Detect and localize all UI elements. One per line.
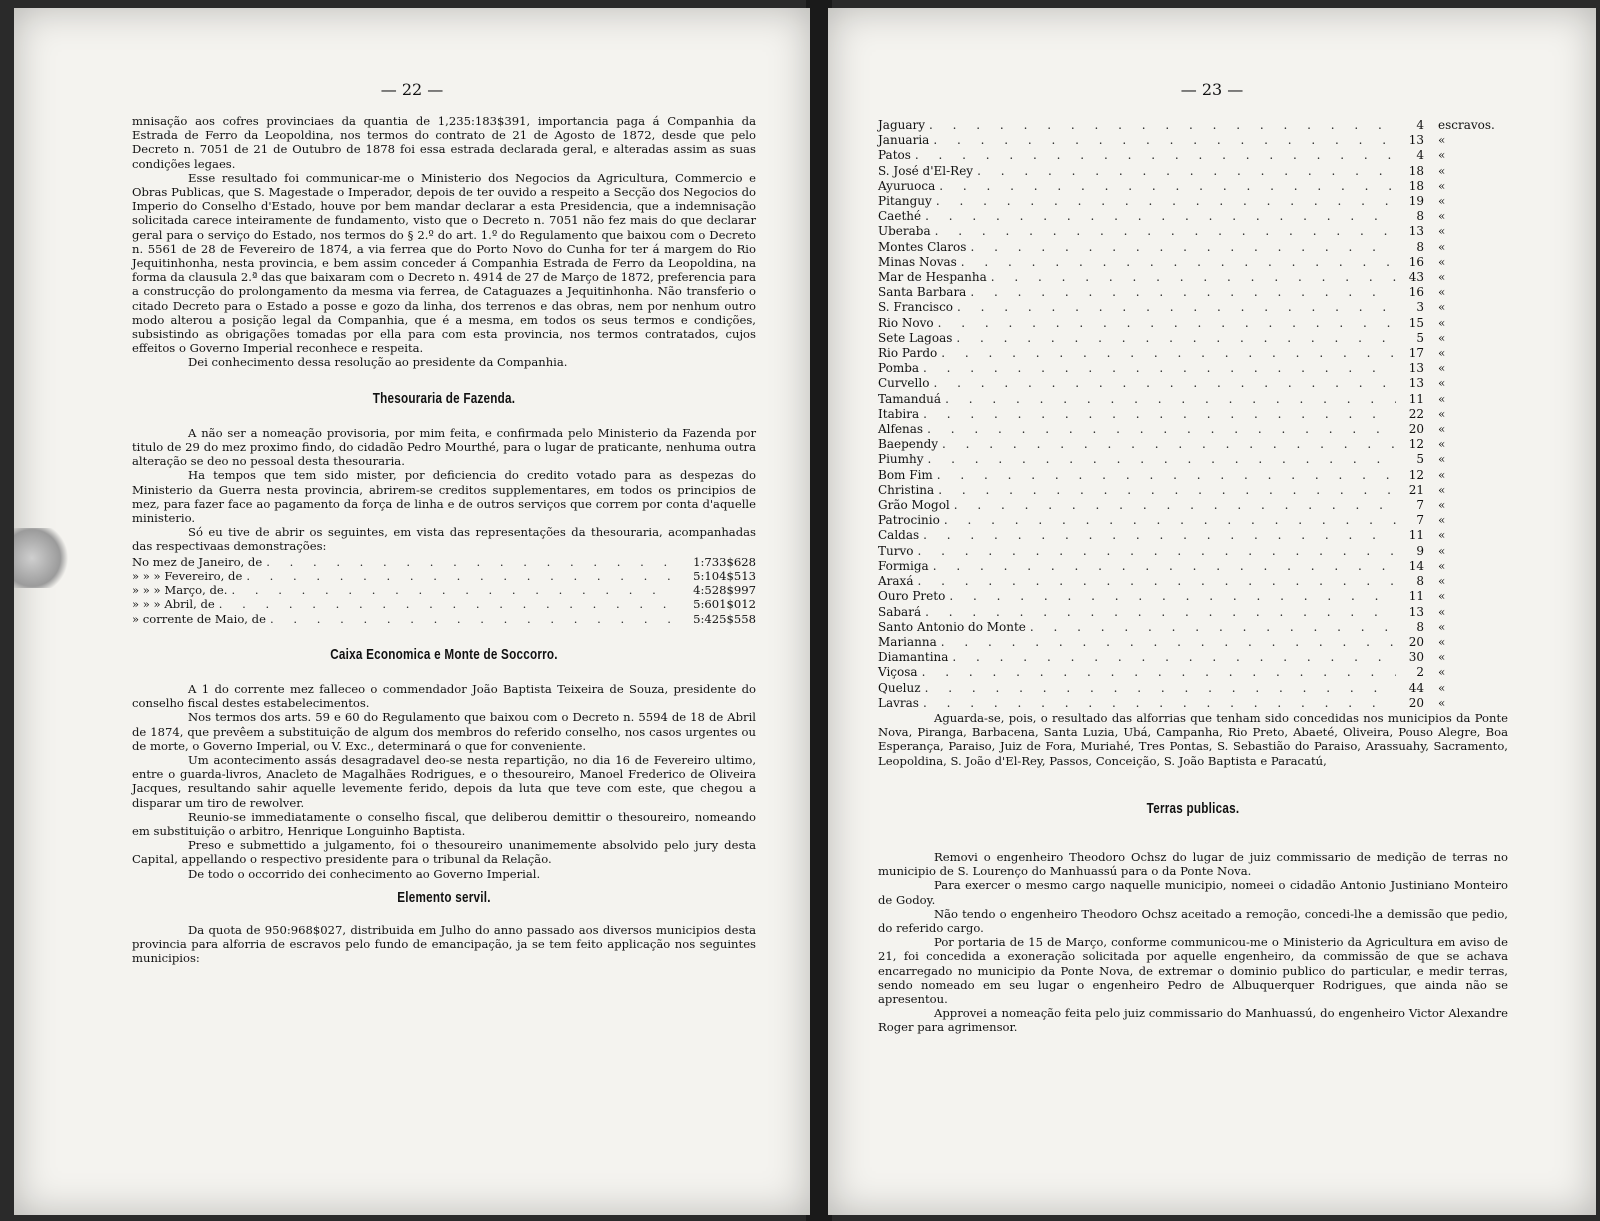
leader-dots xyxy=(929,118,1396,133)
municipio-name: Uberaba xyxy=(878,224,931,239)
leader-dots xyxy=(944,513,1396,528)
municipio-name: Viçosa xyxy=(878,665,918,680)
municipio-unit: « xyxy=(1438,239,1446,254)
leader-dots xyxy=(938,483,1396,498)
paragraph: Reunio-se immediatamente o conselho fiscal, que deliberou demittir o thesoureiro, nomeando em substituição o arbitro, Henrique Longuinho Baptista. xyxy=(132,809,756,838)
municipio-row xyxy=(878,224,1508,239)
credit-row xyxy=(132,597,756,611)
municipio-count: 13 xyxy=(1408,361,1424,376)
municipio-unit: « xyxy=(1438,528,1446,543)
municipio-unit: « xyxy=(1438,300,1446,315)
municipio-count: 18 xyxy=(1408,178,1424,193)
credit-value: 4:528$997 xyxy=(693,583,756,598)
paragraph: Aguarda-se, pois, o resultado das alforrias que tenham sido concedidas nos municipios da Ponte Nova, Piranga, Barbacena, Santa Luzia, Ubá, Campanha, Rio Preto, Abaeté, Oliveira, Pouso Alegre, Boa Esperança, Paraiso, Juiz de Fora, Muriahé, Tres Pontas, S. Sebastião do Paraiso, Arassuahy, Sacramento, Leopoldina, S. João d'El-Rey, Passos, Conceição, S. João Baptista e Paracatú, xyxy=(878,710,1508,768)
municipio-name: Turvo xyxy=(878,543,914,558)
leader-dots xyxy=(954,498,1396,513)
municipio-unit: « xyxy=(1438,163,1446,178)
section-heading: Terras publicas. xyxy=(1146,799,1240,817)
municipio-count: 4 xyxy=(1416,148,1424,163)
municipio-count: 11 xyxy=(1408,391,1424,406)
municipio-count: 13 xyxy=(1408,224,1424,239)
credit-row xyxy=(132,555,756,569)
municipio-row xyxy=(878,528,1508,543)
municipio-name: Mar de Hespanha xyxy=(878,270,987,285)
municipio-row xyxy=(878,392,1508,407)
municipio-row xyxy=(878,635,1508,650)
municipio-row xyxy=(878,483,1508,498)
municipio-name: Curvello xyxy=(878,376,930,391)
leader-dots xyxy=(935,224,1396,239)
municipio-row xyxy=(878,316,1508,331)
municipio-unit: « xyxy=(1438,254,1446,269)
leader-dots xyxy=(1030,620,1396,635)
municipio-name: Sete Lagoas xyxy=(878,330,953,345)
municipio-name: Tamanduá xyxy=(878,391,942,406)
leader-dots xyxy=(945,392,1396,407)
municipio-row xyxy=(878,148,1508,163)
municipio-count: 43 xyxy=(1408,270,1424,285)
municipio-count: 22 xyxy=(1408,406,1424,421)
leader-dots xyxy=(270,612,672,626)
leader-dots xyxy=(933,559,1396,574)
municipio-row xyxy=(878,194,1508,209)
leader-dots xyxy=(925,605,1396,620)
municipio-name: Baependy xyxy=(878,437,939,452)
leader-dots xyxy=(927,422,1396,437)
municipio-count: 17 xyxy=(1408,346,1424,361)
paragraph: Não tendo o engenheiro Theodoro Ochsz aceitado a remoção, concedi-lhe a demissão que pedio, do referido cargo. xyxy=(878,906,1508,935)
municipio-unit: « xyxy=(1438,574,1446,589)
municipio-name: Bom Fim xyxy=(878,467,933,482)
municipio-unit: « xyxy=(1438,437,1446,452)
municipio-unit: « xyxy=(1438,346,1446,361)
municipio-count: 20 xyxy=(1408,695,1424,710)
municipio-row xyxy=(878,574,1508,589)
municipio-count: 2 xyxy=(1416,665,1424,680)
leader-dots xyxy=(956,331,1396,346)
municipio-name: Piumhy xyxy=(878,452,924,467)
leader-dots xyxy=(941,346,1396,361)
municipio-name: Queluz xyxy=(878,680,921,695)
municipio-count: 8 xyxy=(1416,209,1424,224)
municipio-unit: « xyxy=(1438,650,1446,665)
municipio-row xyxy=(878,468,1508,483)
municipio-row xyxy=(878,650,1508,665)
municipio-row xyxy=(878,452,1508,467)
municipio-count: 7 xyxy=(1416,513,1424,528)
credits-list xyxy=(132,555,756,626)
municipio-unit: « xyxy=(1438,558,1446,573)
municipio-count: 7 xyxy=(1416,498,1424,513)
municipio-name: Santo Antonio do Monte xyxy=(878,619,1026,634)
municipio-unit: « xyxy=(1438,330,1446,345)
municipio-unit: « xyxy=(1438,209,1446,224)
leader-dots xyxy=(961,255,1396,270)
paragraph: Approvei a nomeação feita pelo juiz commissario do Manhuassú, do engenheiro Victor Alexandre Roger para agrimensor. xyxy=(878,1006,1508,1035)
municipio-count: 21 xyxy=(1408,482,1424,497)
leader-dots xyxy=(928,452,1396,467)
municipio-count: 14 xyxy=(1408,558,1424,573)
municipio-name: Lavras xyxy=(878,695,919,710)
paragraph: De todo o occorrido dei conhecimento ao Governo Imperial. xyxy=(188,866,541,881)
section-heading: Elemento servil. xyxy=(397,888,491,906)
municipio-unit: « xyxy=(1438,285,1446,300)
credit-label: » » » Março, de. xyxy=(132,583,228,598)
municipio-count: 19 xyxy=(1408,194,1424,209)
municipio-name: Alfenas xyxy=(878,422,924,437)
municipio-name: Itabira xyxy=(878,406,920,421)
municipio-name: S. Francisco xyxy=(878,300,954,315)
municipio-unit: « xyxy=(1438,665,1446,680)
credit-value: 5:601$012 xyxy=(693,597,756,612)
municipio-count: 12 xyxy=(1408,467,1424,482)
municipio-name: Jaguary xyxy=(878,118,926,132)
left-text-column xyxy=(132,114,756,966)
leader-dots xyxy=(949,589,1396,604)
municipio-row xyxy=(878,270,1508,285)
municipio-row xyxy=(878,681,1508,696)
municipio-name: Minas Novas xyxy=(878,254,957,269)
page-number: — 23 — xyxy=(1180,80,1244,99)
municipio-count: 5 xyxy=(1416,330,1424,345)
municipios-list xyxy=(878,118,1508,711)
right-text-column xyxy=(878,118,1508,1035)
leader-dots xyxy=(923,407,1396,422)
municipio-name: Montes Claros xyxy=(878,239,967,254)
municipio-row xyxy=(878,407,1508,422)
municipio-row xyxy=(878,696,1508,711)
credit-row xyxy=(132,612,756,626)
municipio-count: 8 xyxy=(1416,619,1424,634)
municipio-row xyxy=(878,376,1508,391)
municipio-name: Ayuruoca xyxy=(878,178,936,193)
municipio-count: 11 xyxy=(1408,589,1424,604)
municipio-unit: « xyxy=(1438,224,1446,239)
leader-dots xyxy=(917,574,1396,589)
municipio-unit: « xyxy=(1438,361,1446,376)
municipio-name: Patos xyxy=(878,148,911,163)
municipio-count: 15 xyxy=(1408,315,1424,330)
right-page xyxy=(828,8,1596,1215)
section-heading: Caixa Economica e Monte de Soccorro. xyxy=(330,645,558,663)
municipio-row xyxy=(878,437,1508,452)
municipio-unit: « xyxy=(1438,619,1446,634)
municipio-name: Sabará xyxy=(878,604,922,619)
municipio-unit: « xyxy=(1438,133,1446,148)
credit-label: No mez de Janeiro, de xyxy=(132,554,263,569)
paragraph: mnisação aos cofres provinciaes da quantia de 1,235:183$391, importancia paga á Companhia da Estrada de Ferro da Leopoldina, nos termos do contrato de 21 de Agosto de 1872, desde que pelo Decreto n. 7051 de 21 de Outubro de 1878 foi essa estrada declarada geral, e alteradas assim as suas condições legaes. xyxy=(132,114,756,171)
municipio-row xyxy=(878,133,1508,148)
municipio-row xyxy=(878,164,1508,179)
leader-dots xyxy=(970,240,1396,255)
leader-dots xyxy=(266,555,672,569)
municipio-row xyxy=(878,285,1508,300)
leader-dots xyxy=(941,635,1396,650)
municipio-row xyxy=(878,559,1508,574)
paragraph: Um acontecimento assás desagradavel deo-se nesta repartição, no dia 16 de Fevereiro ultimo, entre o guarda-livros, Anacleto de Magalhães Rodrigues, e o thesoureiro, Manoel Frederico de Oliveira Jacques, resultando sahir aquelle levemente ferido, depois da luta que teve com este, que chegou a disparar um tiro de rewolver. xyxy=(132,752,756,810)
leader-dots xyxy=(923,361,1396,376)
credit-row xyxy=(132,583,756,597)
paragraph: Da quota de 950:968$027, distribuida em Julho do anno passado aos diversos municipios desta provincia para alforria de escravos pelo fundo de emancipação, ja se tem feito applicação nos seguintes municipios: xyxy=(132,922,756,966)
paragraph: Nos termos dos arts. 59 e 60 do Regulamento que baixou com o Decreto n. 5594 de 18 de Abril de 1874, que prevêem a substituição de algum dos membros do referido conselho, nos casos urgentes ou de morte, o Governo Imperial, ou V. Exc., determinará o que for conveniente. xyxy=(132,710,756,753)
municipio-name: Marianna xyxy=(878,634,937,649)
municipio-unit: « xyxy=(1438,604,1446,619)
municipio-count: 11 xyxy=(1408,528,1424,543)
municipio-row xyxy=(878,209,1508,224)
municipio-row xyxy=(878,255,1508,270)
municipio-count: 8 xyxy=(1416,574,1424,589)
municipio-row xyxy=(878,544,1508,559)
leader-dots xyxy=(938,316,1396,331)
municipio-unit: « xyxy=(1438,589,1446,604)
municipio-row xyxy=(878,300,1508,315)
municipio-unit: « xyxy=(1438,695,1446,710)
leader-dots xyxy=(937,468,1396,483)
municipio-count: 9 xyxy=(1416,543,1424,558)
leader-dots xyxy=(917,544,1396,559)
municipio-name: Pitanguy xyxy=(878,194,932,209)
paragraph: Esse resultado foi communicar-me o Ministerio dos Negocios da Agricultura, Commercio e Obras Publicas, que S. Magestade o Imperador, depois de ter ouvido a respeito a Secção dos Negocios do Imperio do Conselho d'Estado, houve por bem mandar declarar a esta Presidencia, que a indemnisação solicitada carece inteiramente de fundamento, visto que o Decreto n. 7051 não fez mais do que declarar geral para o serviço do Estado, nos termos do § 2.º do art. 1.º do Regulamento que baixou com o Decreto n. 5561 de 28 de Fevereiro de 1874, a via ferrea que do Porto Novo do Cunha for ter á margem do Rio Jequitinhonha, nesta provincia, e bem assim conceder á Companhia Estrada de Ferro da Leopoldina, na forma da clausula 2.ª das que baixaram com o Decreto n. 4914 de 27 de Março de 1872, preferencia para a construcção do prolongamento da mesma via ferrea, de Cataguazes a Jequitinhonha. Não transferio o citado Decreto para o Estado a posse e gozo da linha, dos terrenos e das obras, nem por nenhum outro modo alterou a posição legal da Companhia, que é a mesma, em todos os seus termos e condições, subsistindo as obrigações tomadas por ella para com esta provincia, nos termos contratados, cujos effeitos o Governo Imperial reconhece e respeita. xyxy=(132,170,756,356)
leader-dots xyxy=(942,437,1396,452)
municipio-name: Pomba xyxy=(878,361,920,376)
paragraph: A não ser a nomeação provisoria, por mim feita, e confirmada pelo Ministerio da Fazenda por titulo de 29 do mez proximo findo, do cidadão Pedro Mourthé, para o lugar de praticante, nenhuma outra alteração se deo no pessoal desta thesouraria. xyxy=(132,425,756,469)
leader-dots xyxy=(219,597,672,611)
leader-dots xyxy=(952,650,1396,665)
municipio-count: 4 xyxy=(1416,118,1424,132)
leader-dots xyxy=(939,179,1396,194)
paragraph: Por portaria de 15 de Março, conforme communicou-me o Ministerio da Agricultura em aviso de 21, foi concedida a exoneração solicitada por aquelle engenheiro, da commissão de que se achava encarregado no municipio da Ponte Nova, de extremar o dominio publico do particular, e medir terras, sendo nomeado em seu lugar o engenheiro Pedro de Albuquerquer Rodrigues, que ainda não se apresentou. xyxy=(878,935,1508,1006)
municipio-unit: « xyxy=(1438,315,1446,330)
credit-row xyxy=(132,569,756,583)
municipio-name: Formiga xyxy=(878,558,929,573)
paragraph: Preso e submettido a julgamento, foi o thesoureiro unanimemente absolvido pelo jury desta Capital, appellando o respectivo presidente para o tribunal da Relação. xyxy=(132,838,756,867)
municipio-unit: « xyxy=(1438,406,1446,421)
leader-dots xyxy=(923,528,1396,543)
municipio-row xyxy=(878,179,1508,194)
paragraph: Só eu tive de abrir os seguintes, em vista das representações da thesouraria, acompanhadas das respectivaas demonstrações: xyxy=(132,525,756,554)
municipio-name: S. José d'El-Rey xyxy=(878,163,974,178)
municipio-name: Ouro Preto xyxy=(878,589,946,604)
municipio-row xyxy=(878,620,1508,635)
municipio-unit: « xyxy=(1438,513,1446,528)
municipio-row xyxy=(878,118,1508,133)
municipio-count: 12 xyxy=(1408,437,1424,452)
municipio-row xyxy=(878,346,1508,361)
leader-dots xyxy=(925,681,1396,696)
credit-label: » » » Abril, de xyxy=(132,597,215,612)
municipio-unit: « xyxy=(1438,270,1446,285)
municipio-name: Santa Barbara xyxy=(878,285,967,300)
municipio-unit: « xyxy=(1438,422,1446,437)
page-stain xyxy=(14,528,74,588)
municipio-row xyxy=(878,665,1508,680)
leader-dots xyxy=(936,194,1396,209)
municipio-row xyxy=(878,361,1508,376)
municipio-row xyxy=(878,513,1508,528)
municipio-name: Rio Novo xyxy=(878,315,934,330)
municipio-unit: « xyxy=(1438,452,1446,467)
municipio-count: 18 xyxy=(1408,163,1424,178)
municipio-name: Januaria xyxy=(878,133,930,148)
municipio-row xyxy=(878,589,1508,604)
leader-dots xyxy=(977,164,1396,179)
municipio-unit: « xyxy=(1438,391,1446,406)
municipio-count: 30 xyxy=(1408,650,1424,665)
leader-dots xyxy=(231,583,672,597)
credit-value: 1:733$628 xyxy=(693,554,756,569)
municipio-count: 13 xyxy=(1408,604,1424,619)
leader-dots xyxy=(923,696,1396,711)
leader-dots xyxy=(991,270,1396,285)
leader-dots xyxy=(915,148,1396,163)
leader-dots xyxy=(970,285,1396,300)
municipio-row xyxy=(878,605,1508,620)
municipio-name: Diamantina xyxy=(878,650,949,665)
paragraph: A 1 do corrente mez falleceo o commendador João Baptista Teixeira de Souza, presidente do conselho fiscal destes estabelecimentos. xyxy=(132,681,756,711)
credit-value: 5:104$513 xyxy=(693,568,756,583)
municipio-row xyxy=(878,498,1508,513)
municipio-count: 20 xyxy=(1408,422,1424,437)
leader-dots xyxy=(933,133,1396,148)
municipio-unit: « xyxy=(1438,482,1446,497)
municipio-unit: « xyxy=(1438,498,1446,513)
section-heading: Thesouraria de Fazenda. xyxy=(372,389,516,407)
page-number: — 22 — xyxy=(380,80,444,99)
municipio-count: 5 xyxy=(1416,452,1424,467)
municipio-name: Caethé xyxy=(878,209,922,224)
municipio-name: Araxá xyxy=(878,574,914,589)
municipio-name: Caldas xyxy=(878,528,920,543)
credit-label: » » » Fevereiro, de xyxy=(132,568,243,583)
municipio-count: 16 xyxy=(1408,285,1424,300)
paragraph: Removi o engenheiro Theodoro Ochsz do lugar de juiz commissario de medição de terras no municipio de S. Lourenço do Manhuassú para o da Ponte Nova. xyxy=(878,849,1508,879)
municipio-name: Grão Mogol xyxy=(878,498,950,513)
municipio-unit: « xyxy=(1438,543,1446,558)
municipio-count: 44 xyxy=(1408,680,1424,695)
left-page xyxy=(14,8,810,1215)
leader-dots xyxy=(957,300,1396,315)
municipio-count: 8 xyxy=(1416,239,1424,254)
credit-value: 5:425$558 xyxy=(693,611,756,626)
municipio-unit: « xyxy=(1438,194,1446,209)
paragraph: Ha tempos que tem sido mister, por deficiencia do credito votado para as despezas do Ministerio da Guerra nesta provincia, abrirem-se creditos supplementares, em todos os principios de mez, para fazer face ao pagamento da força de linha e de outros serviços que correm por conta d'aquelle ministerio. xyxy=(132,468,756,526)
municipio-count: 13 xyxy=(1408,133,1424,148)
leader-dots xyxy=(246,569,672,583)
credit-label: » corrente de Maio, de xyxy=(132,611,266,626)
municipio-count: 13 xyxy=(1408,376,1424,391)
municipio-count: 16 xyxy=(1408,254,1424,269)
municipio-unit: « xyxy=(1438,467,1446,482)
municipio-row xyxy=(878,331,1508,346)
municipio-count: 20 xyxy=(1408,634,1424,649)
municipio-unit: escravos. xyxy=(1438,118,1495,132)
municipio-unit: « xyxy=(1438,376,1446,391)
municipio-unit: « xyxy=(1438,634,1446,649)
leader-dots xyxy=(925,209,1396,224)
municipio-name: Patrocinio xyxy=(878,513,940,528)
municipio-row xyxy=(878,240,1508,255)
municipio-unit: « xyxy=(1438,148,1446,163)
municipio-row xyxy=(878,422,1508,437)
municipio-name: Christina xyxy=(878,482,935,497)
municipio-unit: « xyxy=(1438,178,1446,193)
paragraph: Dei conhecimento dessa resolução ao presidente da Companhia. xyxy=(188,355,568,370)
municipio-count: 3 xyxy=(1416,300,1424,315)
municipio-unit: « xyxy=(1438,680,1446,695)
paragraph: Para exercer o mesmo cargo naquelle municipio, nomeei o cidadão Antonio Justiniano Monteiro de Godoy. xyxy=(878,878,1508,907)
municipio-name: Rio Pardo xyxy=(878,346,938,361)
leader-dots xyxy=(933,376,1396,391)
leader-dots xyxy=(922,665,1396,680)
